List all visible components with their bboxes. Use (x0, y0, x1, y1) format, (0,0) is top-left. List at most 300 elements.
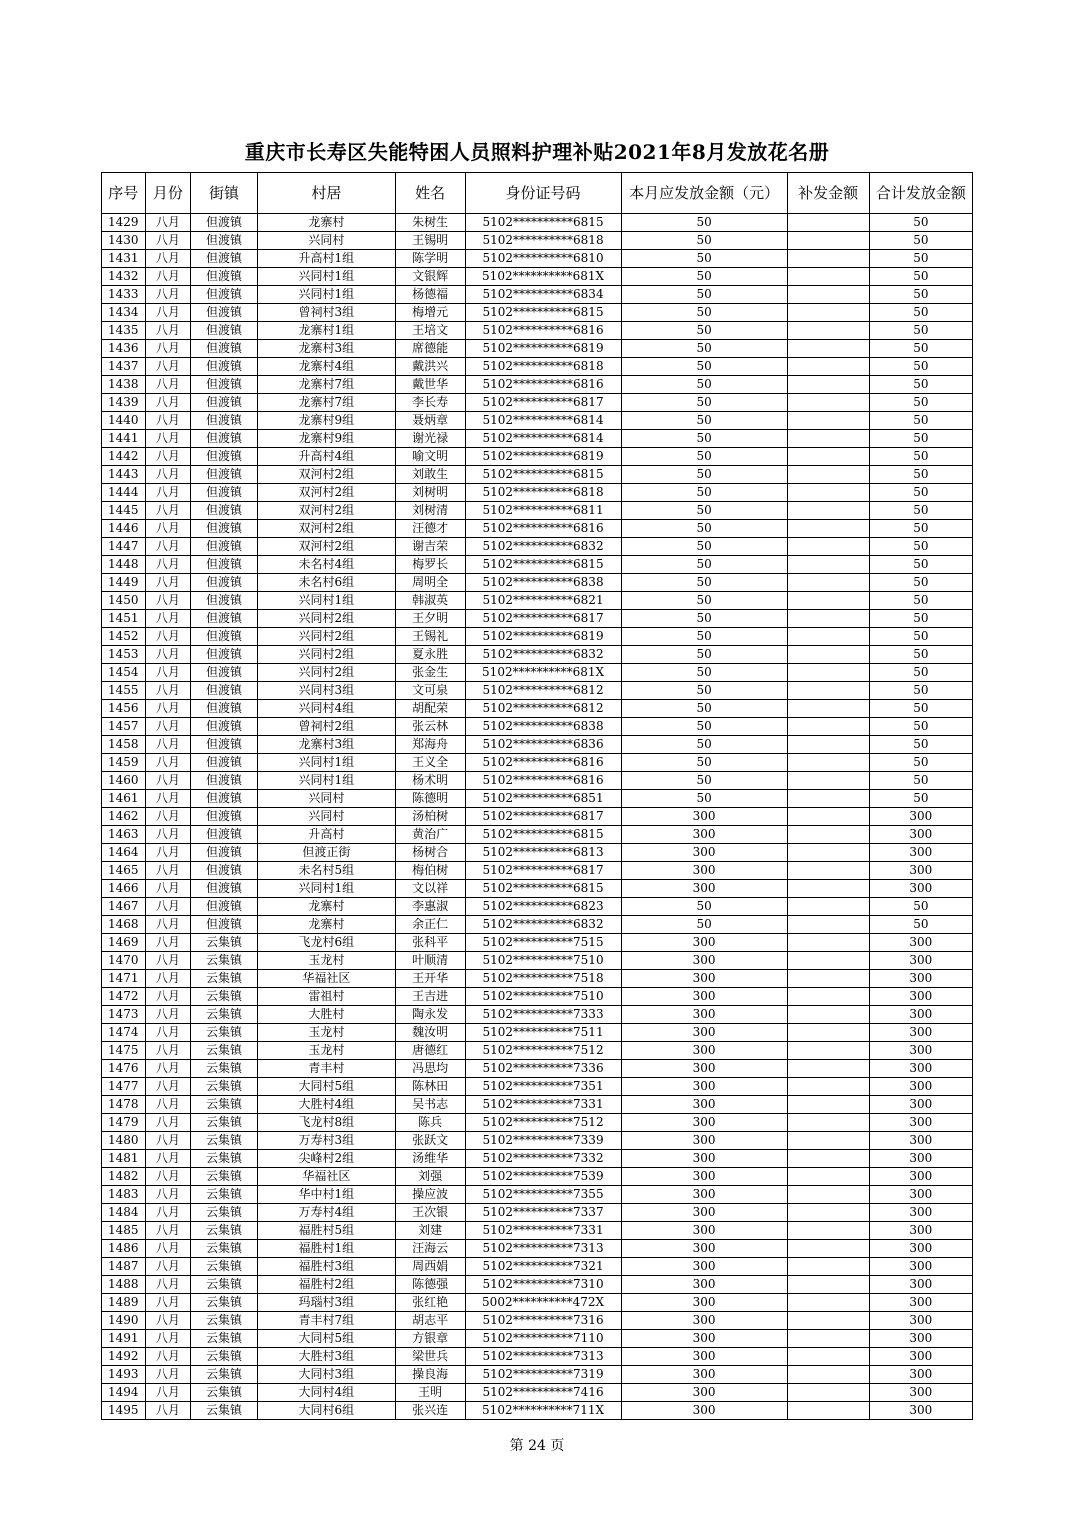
town-cell: 云集镇 (191, 988, 258, 1006)
total-amount-cell: 300 (869, 1366, 972, 1384)
name-cell: 李惠淑 (395, 898, 465, 916)
month-cell: 八月 (145, 736, 191, 754)
monthly-amount-cell: 300 (621, 1402, 787, 1420)
month-cell: 八月 (145, 700, 191, 718)
total-amount-cell: 300 (869, 1114, 972, 1132)
seq-cell: 1465 (102, 862, 146, 880)
month-cell: 八月 (145, 1132, 191, 1150)
id-number-cell: 5102**********7331 (465, 1222, 621, 1240)
seq-cell: 1470 (102, 952, 146, 970)
seq-cell: 1462 (102, 808, 146, 826)
supplement-amount-cell (787, 1330, 869, 1348)
total-amount-cell: 50 (869, 610, 972, 628)
village-cell: 双河村2组 (257, 502, 395, 520)
table-row (102, 448, 973, 466)
monthly-amount-cell: 50 (621, 448, 787, 466)
monthly-amount-cell: 300 (621, 1078, 787, 1096)
total-amount-cell: 50 (869, 628, 972, 646)
table-row (102, 1204, 973, 1222)
name-cell: 文以祥 (395, 880, 465, 898)
total-amount-cell: 50 (869, 700, 972, 718)
header-name: 姓名 (395, 173, 465, 214)
month-cell: 八月 (145, 1366, 191, 1384)
town-cell: 但渡镇 (191, 682, 258, 700)
name-cell: 冯思均 (395, 1060, 465, 1078)
town-cell: 云集镇 (191, 970, 258, 988)
seq-cell: 1437 (102, 358, 146, 376)
supplement-amount-cell (787, 340, 869, 358)
seq-cell: 1451 (102, 610, 146, 628)
village-cell: 兴同村 (257, 232, 395, 250)
monthly-amount-cell: 300 (621, 988, 787, 1006)
month-cell: 八月 (145, 394, 191, 412)
monthly-amount-cell: 50 (621, 610, 787, 628)
table-row (102, 808, 973, 826)
month-cell: 八月 (145, 664, 191, 682)
town-cell: 但渡镇 (191, 214, 258, 232)
monthly-amount-cell: 300 (621, 1276, 787, 1294)
total-amount-cell: 50 (869, 736, 972, 754)
village-cell: 龙寨村9组 (257, 430, 395, 448)
monthly-amount-cell: 300 (621, 1258, 787, 1276)
table-row (102, 412, 973, 430)
seq-cell: 1431 (102, 250, 146, 268)
month-cell: 八月 (145, 502, 191, 520)
town-cell: 但渡镇 (191, 898, 258, 916)
seq-cell: 1448 (102, 556, 146, 574)
village-cell: 升高村 (257, 826, 395, 844)
supplement-amount-cell (787, 628, 869, 646)
month-cell: 八月 (145, 1348, 191, 1366)
monthly-amount-cell: 300 (621, 1006, 787, 1024)
month-cell: 八月 (145, 1186, 191, 1204)
village-cell: 华福社区 (257, 1168, 395, 1186)
roster-table (101, 172, 973, 1420)
village-cell: 万寿村4组 (257, 1204, 395, 1222)
total-amount-cell: 50 (869, 574, 972, 592)
seq-cell: 1483 (102, 1186, 146, 1204)
village-cell: 兴同村1组 (257, 592, 395, 610)
monthly-amount-cell: 50 (621, 484, 787, 502)
id-number-cell: 5102**********6823 (465, 898, 621, 916)
supplement-amount-cell (787, 772, 869, 790)
table-row (102, 1078, 973, 1096)
town-cell: 但渡镇 (191, 466, 258, 484)
table-body (102, 214, 973, 1420)
table-row (102, 1276, 973, 1294)
monthly-amount-cell: 50 (621, 394, 787, 412)
supplement-amount-cell (787, 394, 869, 412)
village-cell: 升高村4组 (257, 448, 395, 466)
total-amount-cell: 300 (869, 1150, 972, 1168)
supplement-amount-cell (787, 808, 869, 826)
table-row (102, 592, 973, 610)
village-cell: 未名村6组 (257, 574, 395, 592)
name-cell: 汤维华 (395, 1150, 465, 1168)
table-row (102, 772, 973, 790)
seq-cell: 1486 (102, 1240, 146, 1258)
village-cell: 龙寨村3组 (257, 340, 395, 358)
total-amount-cell: 300 (869, 1276, 972, 1294)
month-cell: 八月 (145, 772, 191, 790)
name-cell: 汪海云 (395, 1240, 465, 1258)
supplement-amount-cell (787, 700, 869, 718)
page-number: 第 24 页 (509, 1438, 565, 1454)
id-number-cell: 5102**********6816 (465, 322, 621, 340)
header-monthly-amount: 本月应发放金额（元） (621, 173, 787, 214)
id-number-cell: 5102**********6815 (465, 556, 621, 574)
village-cell: 兴同村2组 (257, 646, 395, 664)
name-cell: 文可泉 (395, 682, 465, 700)
monthly-amount-cell: 300 (621, 1312, 787, 1330)
village-cell: 雷祖村 (257, 988, 395, 1006)
id-number-cell: 5102**********7339 (465, 1132, 621, 1150)
id-number-cell: 5102**********7336 (465, 1060, 621, 1078)
month-cell: 八月 (145, 1078, 191, 1096)
supplement-amount-cell (787, 592, 869, 610)
id-number-cell: 5102**********7512 (465, 1042, 621, 1060)
town-cell: 但渡镇 (191, 718, 258, 736)
total-amount-cell: 50 (869, 790, 972, 808)
monthly-amount-cell: 50 (621, 646, 787, 664)
town-cell: 但渡镇 (191, 286, 258, 304)
monthly-amount-cell: 300 (621, 880, 787, 898)
village-cell: 但渡正街 (257, 844, 395, 862)
name-cell: 刘强 (395, 1168, 465, 1186)
name-cell: 刘树明 (395, 484, 465, 502)
village-cell: 龙寨村 (257, 898, 395, 916)
supplement-amount-cell (787, 1258, 869, 1276)
seq-cell: 1485 (102, 1222, 146, 1240)
month-cell: 八月 (145, 250, 191, 268)
table-row (102, 1168, 973, 1186)
total-amount-cell: 50 (869, 340, 972, 358)
month-cell: 八月 (145, 286, 191, 304)
name-cell: 张金生 (395, 664, 465, 682)
seq-cell: 1455 (102, 682, 146, 700)
seq-cell: 1473 (102, 1006, 146, 1024)
monthly-amount-cell: 300 (621, 1222, 787, 1240)
name-cell: 王锡礼 (395, 628, 465, 646)
supplement-amount-cell (787, 1114, 869, 1132)
town-cell: 云集镇 (191, 1294, 258, 1312)
town-cell: 但渡镇 (191, 592, 258, 610)
id-number-cell: 5102**********7355 (465, 1186, 621, 1204)
name-cell: 张跃文 (395, 1132, 465, 1150)
supplement-amount-cell (787, 1402, 869, 1420)
header-total-amount: 合计发放金额 (869, 173, 972, 214)
monthly-amount-cell: 300 (621, 1384, 787, 1402)
table-row (102, 1150, 973, 1168)
total-amount-cell: 300 (869, 1060, 972, 1078)
id-number-cell: 5102**********6838 (465, 718, 621, 736)
monthly-amount-cell: 50 (621, 358, 787, 376)
village-cell: 大胜村3组 (257, 1348, 395, 1366)
table-row (102, 358, 973, 376)
name-cell: 杨德福 (395, 286, 465, 304)
town-cell: 但渡镇 (191, 268, 258, 286)
seq-cell: 1440 (102, 412, 146, 430)
monthly-amount-cell: 300 (621, 1096, 787, 1114)
town-cell: 云集镇 (191, 1204, 258, 1222)
supplement-amount-cell (787, 934, 869, 952)
table-row (102, 1348, 973, 1366)
seq-cell: 1487 (102, 1258, 146, 1276)
id-number-cell: 5102**********7351 (465, 1078, 621, 1096)
total-amount-cell: 300 (869, 1132, 972, 1150)
town-cell: 但渡镇 (191, 340, 258, 358)
total-amount-cell: 300 (869, 880, 972, 898)
table-row (102, 988, 973, 1006)
month-cell: 八月 (145, 610, 191, 628)
total-amount-cell: 300 (869, 1348, 972, 1366)
monthly-amount-cell: 50 (621, 250, 787, 268)
total-amount-cell: 50 (869, 502, 972, 520)
id-number-cell: 5102**********7110 (465, 1330, 621, 1348)
table-row (102, 502, 973, 520)
village-cell: 福胜村3组 (257, 1258, 395, 1276)
village-cell: 大胜村4组 (257, 1096, 395, 1114)
name-cell: 陈德强 (395, 1276, 465, 1294)
month-cell: 八月 (145, 628, 191, 646)
town-cell: 但渡镇 (191, 484, 258, 502)
seq-cell: 1477 (102, 1078, 146, 1096)
seq-cell: 1458 (102, 736, 146, 754)
town-cell: 但渡镇 (191, 610, 258, 628)
monthly-amount-cell: 50 (621, 790, 787, 808)
name-cell: 王明 (395, 1384, 465, 1402)
table-row (102, 700, 973, 718)
supplement-amount-cell (787, 1294, 869, 1312)
id-number-cell: 5102**********6834 (465, 286, 621, 304)
seq-cell: 1444 (102, 484, 146, 502)
total-amount-cell: 300 (869, 1384, 972, 1402)
seq-cell: 1461 (102, 790, 146, 808)
town-cell: 云集镇 (191, 1114, 258, 1132)
supplement-amount-cell (787, 754, 869, 772)
name-cell: 谢吉荣 (395, 538, 465, 556)
monthly-amount-cell: 50 (621, 520, 787, 538)
id-number-cell: 5102**********6817 (465, 862, 621, 880)
town-cell: 云集镇 (191, 1384, 258, 1402)
name-cell: 李长寿 (395, 394, 465, 412)
seq-cell: 1482 (102, 1168, 146, 1186)
village-cell: 青丰村7组 (257, 1312, 395, 1330)
supplement-amount-cell (787, 286, 869, 304)
month-cell: 八月 (145, 1006, 191, 1024)
name-cell: 王吉进 (395, 988, 465, 1006)
town-cell: 但渡镇 (191, 502, 258, 520)
table-row (102, 898, 973, 916)
name-cell: 聂炳章 (395, 412, 465, 430)
seq-cell: 1443 (102, 466, 146, 484)
monthly-amount-cell: 300 (621, 1186, 787, 1204)
id-number-cell: 5102**********6821 (465, 592, 621, 610)
supplement-amount-cell (787, 880, 869, 898)
supplement-amount-cell (787, 376, 869, 394)
id-number-cell: 5102**********7316 (465, 1312, 621, 1330)
seq-cell: 1475 (102, 1042, 146, 1060)
id-number-cell: 5102**********7310 (465, 1276, 621, 1294)
seq-cell: 1469 (102, 934, 146, 952)
table-row (102, 574, 973, 592)
total-amount-cell: 300 (869, 1258, 972, 1276)
month-cell: 八月 (145, 466, 191, 484)
month-cell: 八月 (145, 934, 191, 952)
id-number-cell: 5102**********6817 (465, 394, 621, 412)
name-cell: 刘敢生 (395, 466, 465, 484)
id-number-cell: 5102**********6812 (465, 700, 621, 718)
village-cell: 福胜村2组 (257, 1276, 395, 1294)
month-cell: 八月 (145, 880, 191, 898)
town-cell: 云集镇 (191, 1312, 258, 1330)
town-cell: 但渡镇 (191, 880, 258, 898)
page-title: 重庆市长寿区失能特困人员照料护理补贴2021年8月发放花名册 (244, 140, 830, 164)
village-cell: 升高村1组 (257, 250, 395, 268)
id-number-cell: 5102**********6819 (465, 340, 621, 358)
supplement-amount-cell (787, 1366, 869, 1384)
supplement-amount-cell (787, 412, 869, 430)
total-amount-cell: 50 (869, 682, 972, 700)
village-cell: 飞龙村8组 (257, 1114, 395, 1132)
name-cell: 梁世兵 (395, 1348, 465, 1366)
id-number-cell: 5102**********7510 (465, 988, 621, 1006)
id-number-cell: 5102**********7337 (465, 1204, 621, 1222)
total-amount-cell: 50 (869, 394, 972, 412)
supplement-amount-cell (787, 430, 869, 448)
monthly-amount-cell: 50 (621, 430, 787, 448)
town-cell: 但渡镇 (191, 628, 258, 646)
supplement-amount-cell (787, 988, 869, 1006)
name-cell: 刘建 (395, 1222, 465, 1240)
town-cell: 但渡镇 (191, 772, 258, 790)
table-row (102, 1294, 973, 1312)
name-cell: 陈学明 (395, 250, 465, 268)
village-cell: 龙寨村3组 (257, 736, 395, 754)
total-amount-cell: 300 (869, 1078, 972, 1096)
id-number-cell: 5102**********6815 (465, 880, 621, 898)
village-cell: 兴同村4组 (257, 700, 395, 718)
town-cell: 云集镇 (191, 1024, 258, 1042)
total-amount-cell: 50 (869, 556, 972, 574)
supplement-amount-cell (787, 1078, 869, 1096)
village-cell: 兴同村2组 (257, 610, 395, 628)
town-cell: 云集镇 (191, 1078, 258, 1096)
name-cell: 王培文 (395, 322, 465, 340)
town-cell: 但渡镇 (191, 826, 258, 844)
name-cell: 王开华 (395, 970, 465, 988)
name-cell: 王义全 (395, 754, 465, 772)
town-cell: 云集镇 (191, 952, 258, 970)
monthly-amount-cell: 50 (621, 304, 787, 322)
seq-cell: 1429 (102, 214, 146, 232)
id-number-cell: 5102**********7416 (465, 1384, 621, 1402)
table-row (102, 1042, 973, 1060)
seq-cell: 1472 (102, 988, 146, 1006)
id-number-cell: 5102**********7510 (465, 952, 621, 970)
table-row (102, 286, 973, 304)
table-row (102, 970, 973, 988)
total-amount-cell: 50 (869, 214, 972, 232)
name-cell: 胡志平 (395, 1312, 465, 1330)
header-id-number: 身份证号码 (465, 173, 621, 214)
name-cell: 戴洪兴 (395, 358, 465, 376)
total-amount-cell: 300 (869, 844, 972, 862)
monthly-amount-cell: 300 (621, 1150, 787, 1168)
village-cell: 双河村2组 (257, 538, 395, 556)
supplement-amount-cell (787, 1186, 869, 1204)
monthly-amount-cell: 50 (621, 376, 787, 394)
id-number-cell: 5102**********6816 (465, 772, 621, 790)
month-cell: 八月 (145, 520, 191, 538)
total-amount-cell: 300 (869, 1222, 972, 1240)
id-number-cell: 5102**********6815 (465, 466, 621, 484)
monthly-amount-cell: 300 (621, 1042, 787, 1060)
name-cell: 文银辉 (395, 268, 465, 286)
table-row (102, 1402, 973, 1420)
seq-cell: 1438 (102, 376, 146, 394)
town-cell: 云集镇 (191, 1060, 258, 1078)
id-number-cell: 5102**********6816 (465, 376, 621, 394)
id-number-cell: 5102**********7319 (465, 1366, 621, 1384)
month-cell: 八月 (145, 988, 191, 1006)
total-amount-cell: 300 (869, 952, 972, 970)
village-cell: 兴同村1组 (257, 268, 395, 286)
seq-cell: 1433 (102, 286, 146, 304)
village-cell: 万寿村3组 (257, 1132, 395, 1150)
table-row (102, 1006, 973, 1024)
village-cell: 大同村3组 (257, 1366, 395, 1384)
name-cell: 陈德明 (395, 790, 465, 808)
name-cell: 周西娟 (395, 1258, 465, 1276)
table-row (102, 1024, 973, 1042)
month-cell: 八月 (145, 1168, 191, 1186)
supplement-amount-cell (787, 250, 869, 268)
total-amount-cell: 50 (869, 232, 972, 250)
town-cell: 云集镇 (191, 1168, 258, 1186)
village-cell: 华中村1组 (257, 1186, 395, 1204)
seq-cell: 1478 (102, 1096, 146, 1114)
supplement-amount-cell (787, 1150, 869, 1168)
month-cell: 八月 (145, 862, 191, 880)
supplement-amount-cell (787, 358, 869, 376)
seq-cell: 1435 (102, 322, 146, 340)
name-cell: 梅增元 (395, 304, 465, 322)
id-number-cell: 5102**********7511 (465, 1024, 621, 1042)
seq-cell: 1456 (102, 700, 146, 718)
id-number-cell: 5102**********6838 (465, 574, 621, 592)
id-number-cell: 5102**********6851 (465, 790, 621, 808)
month-cell: 八月 (145, 268, 191, 286)
month-cell: 八月 (145, 916, 191, 934)
supplement-amount-cell (787, 916, 869, 934)
month-cell: 八月 (145, 1042, 191, 1060)
table-row (102, 826, 973, 844)
village-cell: 玉龙村 (257, 1024, 395, 1042)
id-number-cell: 5102**********7539 (465, 1168, 621, 1186)
monthly-amount-cell: 50 (621, 700, 787, 718)
table-row (102, 1240, 973, 1258)
id-number-cell: 5102**********6817 (465, 610, 621, 628)
id-number-cell: 5102**********6811 (465, 502, 621, 520)
name-cell: 余正仁 (395, 916, 465, 934)
name-cell: 王夕明 (395, 610, 465, 628)
seq-cell: 1493 (102, 1366, 146, 1384)
month-cell: 八月 (145, 538, 191, 556)
monthly-amount-cell: 300 (621, 808, 787, 826)
seq-cell: 1434 (102, 304, 146, 322)
monthly-amount-cell: 50 (621, 232, 787, 250)
